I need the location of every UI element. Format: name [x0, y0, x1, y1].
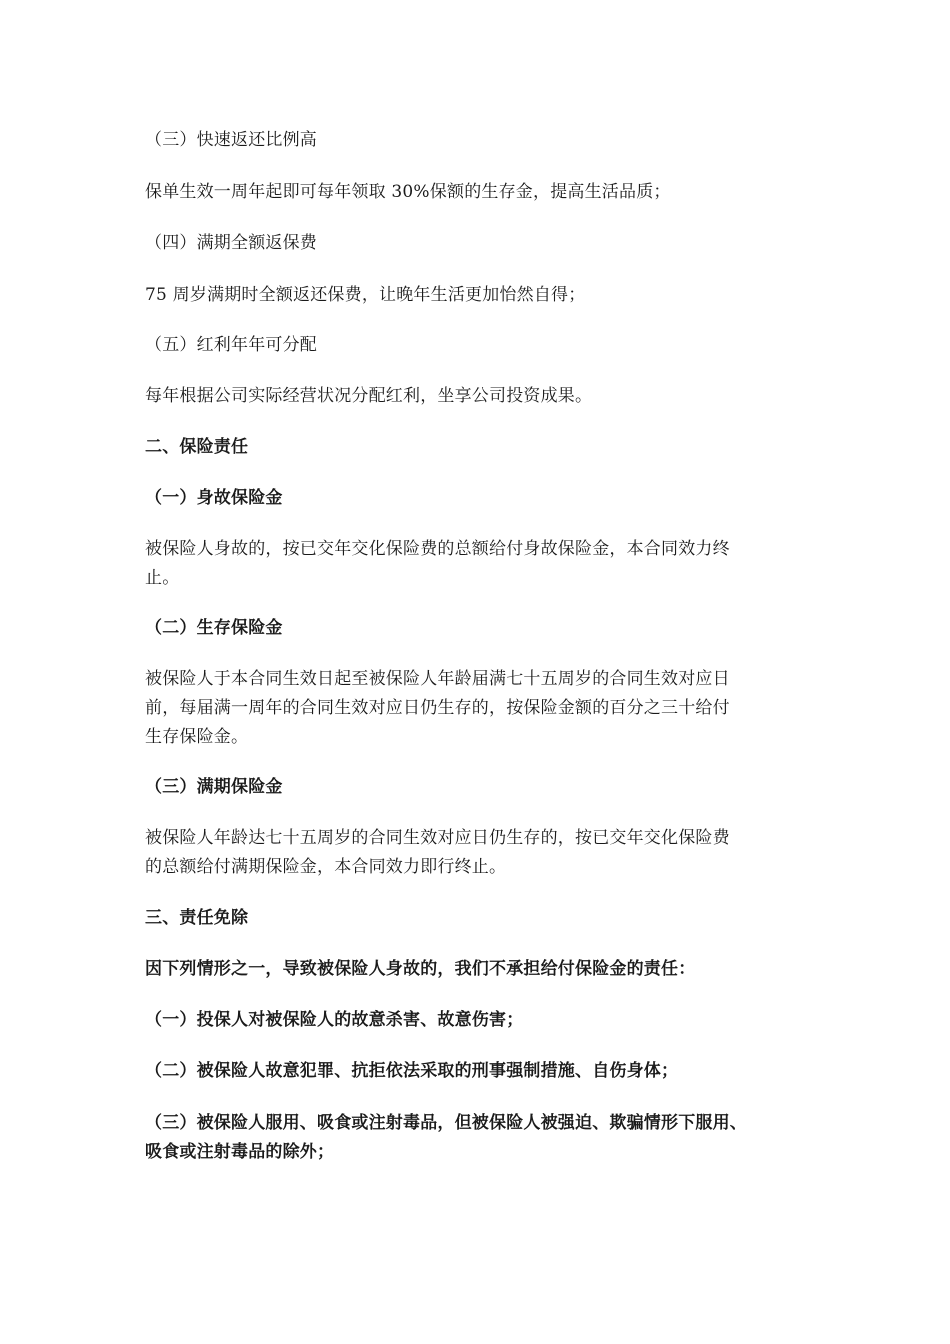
- survival-benefit-text-line-2: 前，每届满一周年的合同生效对应日仍生存的，按保险金额的百分之三十给付: [145, 698, 730, 718]
- death-benefit-text-line-2: 止。: [145, 568, 180, 588]
- section-heading-insurance-liability: 二、保险责任: [145, 437, 249, 457]
- feature-5-body: 每年根据公司实际经营状况分配红利，坐享公司投资成果。: [145, 386, 593, 406]
- exclusion-item-2: （二）被保险人故意犯罪、抗拒依法采取的刑事强制措施、自伤身体；: [145, 1061, 679, 1081]
- feature-4-title: （四）满期全额返保费: [145, 233, 317, 253]
- section-heading-exclusions: 三、责任免除: [145, 908, 249, 928]
- subheading-maturity-benefit: （三）满期保险金: [145, 777, 283, 797]
- exclusion-item-3-line-1: （三）被保险人服用、吸食或注射毒品，但被保险人被强迫、欺骗情形下服用、: [145, 1113, 747, 1133]
- exclusion-item-3-line-2: 吸食或注射毒品的除外；: [145, 1142, 335, 1162]
- maturity-benefit-text-line-2: 的总额给付满期保险金，本合同效力即行终止。: [145, 857, 507, 877]
- maturity-benefit-text-line-1: 被保险人年龄达七十五周岁的合同生效对应日仍生存的，按已交年交化保险费: [145, 828, 730, 848]
- feature-3-title: （三）快速返还比例高: [145, 130, 317, 150]
- exclusion-intro: 因下列情形之一，导致被保险人身故的，我们不承担给付保险金的责任：: [145, 959, 696, 979]
- exclusion-item-1: （一）投保人对被保险人的故意杀害、故意伤害；: [145, 1010, 524, 1030]
- survival-benefit-text-line-3: 生存保险金。: [145, 727, 249, 747]
- survival-benefit-text-line-1: 被保险人于本合同生效日起至被保险人年龄届满七十五周岁的合同生效对应日: [145, 669, 730, 689]
- feature-3-body: 保单生效一周年起即可每年领取 30%保额的生存金，提高生活品质；: [145, 182, 671, 202]
- death-benefit-text-line-1: 被保险人身故的，按已交年交化保险费的总额给付身故保险金，本合同效力终: [145, 539, 730, 559]
- subheading-survival-benefit: （二）生存保险金: [145, 618, 283, 638]
- feature-5-title: （五）红利年年可分配: [145, 335, 317, 355]
- feature-4-body: 75 周岁满期时全额返还保费，让晚年生活更加怡然自得；: [145, 285, 586, 305]
- subheading-death-benefit: （一）身故保险金: [145, 488, 283, 508]
